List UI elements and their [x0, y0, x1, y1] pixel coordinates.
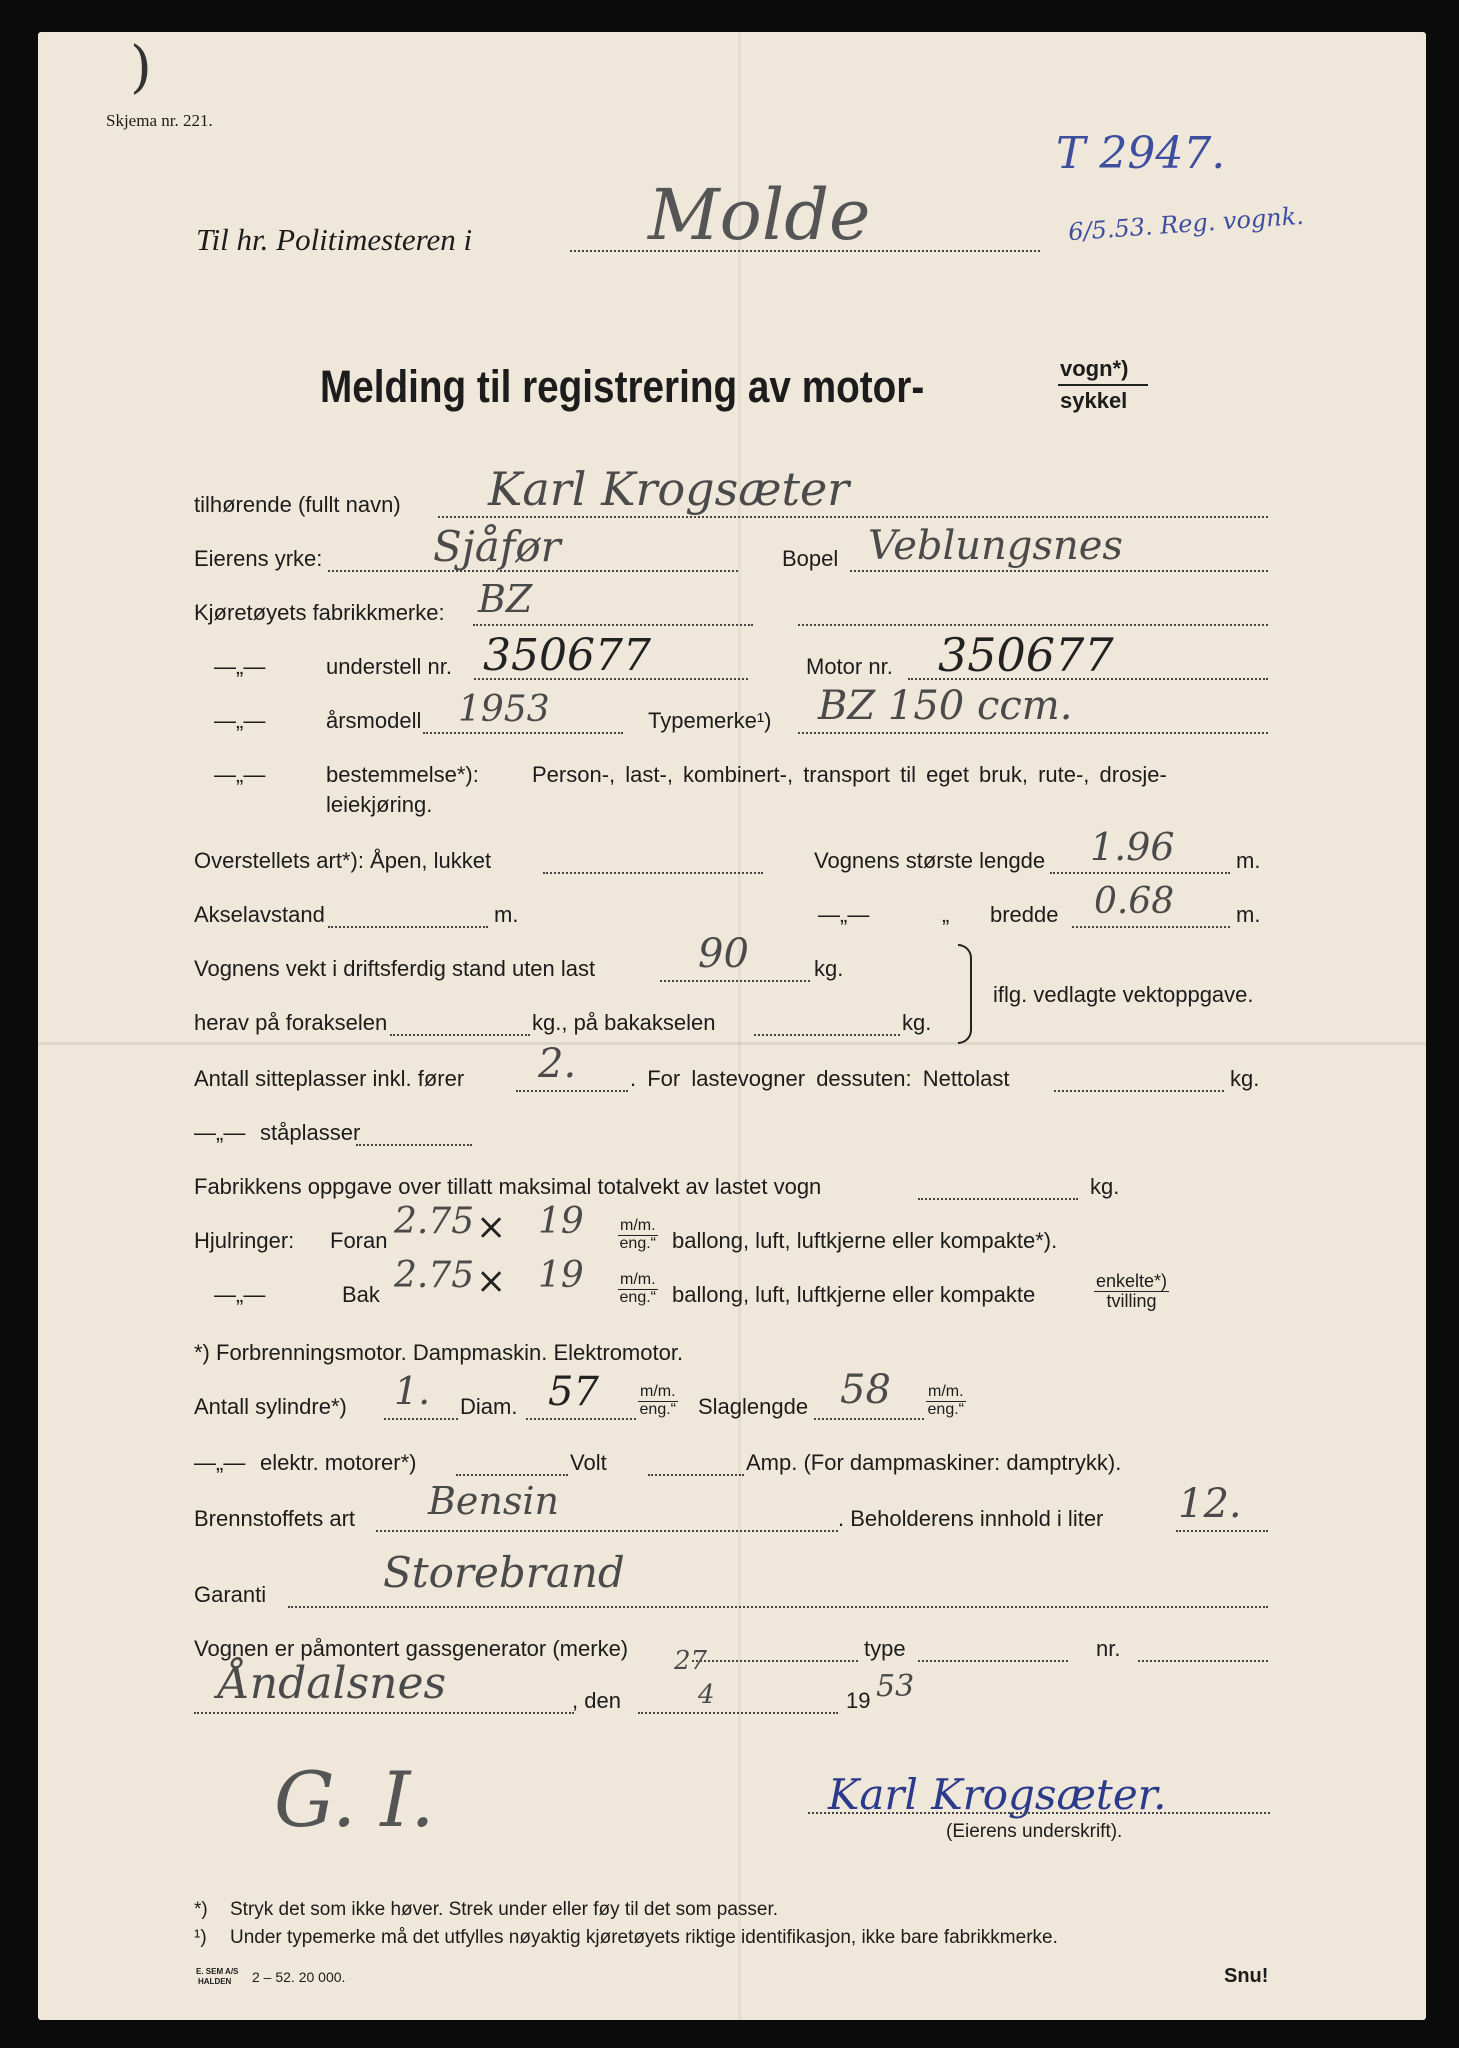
length-unit: m. [1236, 848, 1261, 873]
tank-value: 12. [1178, 1481, 1242, 1527]
unit-eng: eng.“ [619, 1288, 656, 1306]
dash-standing: —„— [194, 1120, 246, 1145]
tire-options-rear: ballong, luft, luftkjerne eller kompakte [672, 1282, 1036, 1307]
title-fraction-line [1058, 384, 1148, 386]
width-value: 0.68 [1094, 881, 1175, 922]
owner-label: tilhørende (fullt navn) [194, 492, 401, 517]
make-line [473, 624, 753, 626]
dash-purpose: —„— [214, 762, 266, 787]
guarantee-label: Garanti [194, 1582, 267, 1607]
unit-mm: m/m. [620, 1217, 656, 1234]
front-tire-label: Foran [330, 1228, 388, 1253]
tire-options-front: ballong, luft, luftkjerne eller kompakte*). [672, 1228, 1058, 1253]
cylinders-line [384, 1418, 458, 1420]
amp-label: Amp. (For dampmaskiner: damptrykk). [746, 1450, 1122, 1475]
motor-label: Motor nr. [806, 654, 893, 679]
front-tire-times: × [476, 1207, 507, 1248]
registration-note: 6/5.53. Reg. vognk. [1067, 201, 1305, 247]
residence-value: Veblungsnes [868, 523, 1123, 569]
paper-fold-vertical [738, 32, 741, 2020]
dash-rear-tire: —„— [214, 1282, 266, 1307]
date-month: 4 [698, 1680, 715, 1710]
wheelbase-line [328, 926, 488, 928]
single-twin-fraction [1094, 1272, 1169, 1311]
body-label: Overstellets art*): Åpen, lukket [194, 848, 492, 873]
addressee: Til hr. Politimesteren i [196, 222, 473, 257]
elmotors-line [456, 1474, 568, 1476]
nr-line [1138, 1660, 1268, 1662]
owner-line [438, 516, 1268, 518]
cylinders-label: Antall sylindre*) [194, 1394, 347, 1419]
elmotors-label: elektr. motorer*) [260, 1450, 417, 1475]
year-label: årsmodell [326, 708, 422, 733]
front-tire-unit [618, 1218, 658, 1253]
stroke-unit [926, 1384, 966, 1419]
maxweight-line [918, 1198, 1078, 1200]
city-handwritten: Molde [648, 174, 871, 256]
standing-line [356, 1144, 472, 1146]
type-line [918, 1660, 1068, 1662]
rear-axle-label: kg., på bakakselen [532, 1010, 716, 1035]
stroke-label: Slaglengde [698, 1394, 809, 1419]
guarantee-line [288, 1606, 1268, 1608]
length-value: 1.96 [1090, 825, 1175, 869]
typemark-line [798, 732, 1268, 734]
cylinders-value: 1. [394, 1369, 431, 1413]
diam-value: 57 [548, 1369, 599, 1415]
reference-number: T 2947. [1056, 128, 1226, 179]
unit-eng: eng.“ [639, 1400, 676, 1418]
nr-label: nr. [1096, 1636, 1121, 1661]
weight-label: Vognens vekt i driftsferdig stand uten last [194, 956, 596, 981]
enkelte: enkelte*) [1096, 1271, 1168, 1291]
type-label: type [864, 1636, 906, 1661]
make-value: BZ [478, 577, 533, 621]
weight-unit: kg. [814, 956, 844, 981]
tank-line [1176, 1530, 1268, 1532]
footnote-1-mark: *) [194, 1899, 208, 1920]
front-axle-label: herav på forakselen [194, 1010, 388, 1035]
volt-line [648, 1474, 744, 1476]
occupation-label: Eierens yrke: [194, 546, 323, 571]
gasgen-label: Vognen er påmontert gassgenerator (merke) [194, 1636, 629, 1661]
occupation-value: Sjåfør [433, 522, 561, 571]
volt-label: Volt [570, 1450, 607, 1475]
width-label: bredde [990, 902, 1059, 927]
motor-value: 350677 [938, 628, 1114, 682]
cargo-line [1054, 1090, 1224, 1092]
signature-line [808, 1812, 1270, 1814]
stroke-line [814, 1418, 924, 1420]
fuel-value: Bensin [428, 1479, 560, 1523]
make-label: Kjøretøyets fabrikkmerke: [194, 600, 445, 625]
weight-bracket [958, 944, 972, 1044]
cargo-label: . For lastevogner dessuten: Nettolast [630, 1066, 1010, 1091]
length-label: Vognens største lengde [814, 848, 1046, 873]
place-value: Åndalsnes [218, 1658, 447, 1709]
dash-elmotors: —„— [194, 1450, 246, 1475]
year-line [423, 732, 623, 734]
registration-form [38, 32, 1426, 2020]
diam-label: Diam. [460, 1394, 518, 1419]
dash-year: —„— [214, 708, 266, 733]
length-line [1050, 872, 1230, 874]
place-line [194, 1712, 574, 1714]
owner-name: Karl Krogsæter [488, 462, 850, 516]
engine-types: *) Forbrenningsmotor. Dampmaskin. Elektromotor. [194, 1340, 684, 1365]
weight-note: iflg. vedlagte vektoppgave. [993, 982, 1254, 1007]
dash-chassis: —„— [214, 654, 266, 679]
wheels-label: Hjulringer: [194, 1228, 295, 1253]
rear-axle-line [754, 1034, 900, 1036]
chassis-label: understell nr. [326, 654, 452, 679]
owner-signature: Karl Krogsæter. [828, 1770, 1167, 1819]
weight-value: 90 [698, 931, 749, 977]
cargo-unit: kg. [1230, 1066, 1260, 1091]
year-prefix: 19 [846, 1688, 871, 1713]
year-value: 1953 [458, 689, 550, 730]
printer-city: HALDEN [198, 1977, 232, 1986]
unit-eng: eng.“ [619, 1234, 656, 1252]
body-line [543, 872, 763, 874]
fuel-line [376, 1530, 838, 1532]
wheelbase-unit: m. [494, 902, 519, 927]
bracket-mark: ) [130, 35, 152, 100]
purpose-options-2: leiekjøring. [326, 792, 433, 817]
maxweight-unit: kg. [1090, 1174, 1120, 1199]
date-day: 27 [674, 1646, 708, 1676]
front-tire-diameter: 19 [538, 1201, 584, 1242]
rear-tire-diameter: 19 [538, 1255, 584, 1296]
weight-line [660, 980, 810, 982]
turn-over: Snu! [1224, 1965, 1269, 1987]
front-axle-line [390, 1034, 530, 1036]
diam-unit [638, 1384, 678, 1419]
tvilling: tvilling [1106, 1290, 1157, 1311]
den-label: , den [572, 1688, 621, 1713]
front-tire-width: 2.75 [394, 1201, 475, 1242]
rear-tire-unit [618, 1272, 658, 1307]
unit-eng: eng.“ [927, 1400, 964, 1418]
maxweight-label: Fabrikkens oppgave over tillatt maksimal totalvekt av lastet vogn [194, 1174, 822, 1199]
footnote-1: Stryk det som ikke høver. Strek under eller føy til det som passer. [230, 1899, 779, 1920]
chassis-value: 350677 [483, 630, 651, 681]
diam-line [526, 1418, 636, 1420]
signature-caption: (Eierens underskrift). [946, 1821, 1123, 1842]
seats-label: Antall sitteplasser inkl. fører [194, 1066, 465, 1091]
footnote-2: Under typemerke må det utfylles nøyaktig kjøretøyets riktige identifikasjon, ikke bare fabrikkmerke. [230, 1927, 1058, 1948]
rear-tire-width: 2.75 [394, 1255, 475, 1296]
initials: G. I. [274, 1755, 435, 1844]
width-unit: m. [1236, 902, 1261, 927]
footnote-2-mark: ¹) [194, 1927, 207, 1948]
stroke-value: 58 [840, 1367, 891, 1413]
form-title: Melding til registrering av motor- [320, 361, 925, 412]
fuel-label: Brennstoffets art [194, 1506, 356, 1531]
purpose-label: bestemmelse*): [326, 762, 479, 787]
unit-mm: m/m. [620, 1271, 656, 1288]
width-quote: „ [942, 902, 950, 927]
tank-label: . Beholderens innhold i liter [838, 1506, 1104, 1531]
purpose-options: Person-, last-, kombinert-, transport til eget bruk, rute-, drosje- [532, 762, 1167, 787]
date-line [638, 1712, 838, 1714]
width-line [1072, 926, 1230, 928]
residence-label: Bopel [782, 546, 839, 571]
typemark-label: Typemerke¹) [648, 708, 772, 733]
guarantee-value: Storebrand [383, 1548, 625, 1597]
dash-width: —„— [818, 902, 870, 927]
residence-line [850, 570, 1268, 572]
gasgen-line [692, 1660, 858, 1662]
seats-line [516, 1090, 628, 1092]
year-suffix: 53 [876, 1669, 915, 1704]
unit-mm: m/m. [928, 1383, 964, 1400]
title-sykkel: sykkel [1060, 388, 1128, 413]
title-vogn: vogn*) [1060, 356, 1129, 381]
printer-name: E. SEM A/S [196, 1967, 239, 1976]
make-line-2 [798, 624, 1268, 626]
rear-tire-label: Bak [342, 1282, 380, 1307]
form-number: Skjema nr. 221. [106, 111, 213, 130]
standing-label: ståplasser [260, 1120, 361, 1145]
unit-mm: m/m. [640, 1383, 676, 1400]
typemark-value: BZ 150 ccm. [818, 683, 1073, 729]
seats-value: 2. [538, 1041, 577, 1087]
rear-tire-times: × [476, 1261, 507, 1302]
rear-axle-unit: kg. [902, 1010, 932, 1035]
wheelbase-label: Akselavstand [194, 902, 325, 927]
print-run: 2 – 52. 20 000. [252, 1969, 346, 1985]
paper-fold [38, 1042, 1426, 1045]
